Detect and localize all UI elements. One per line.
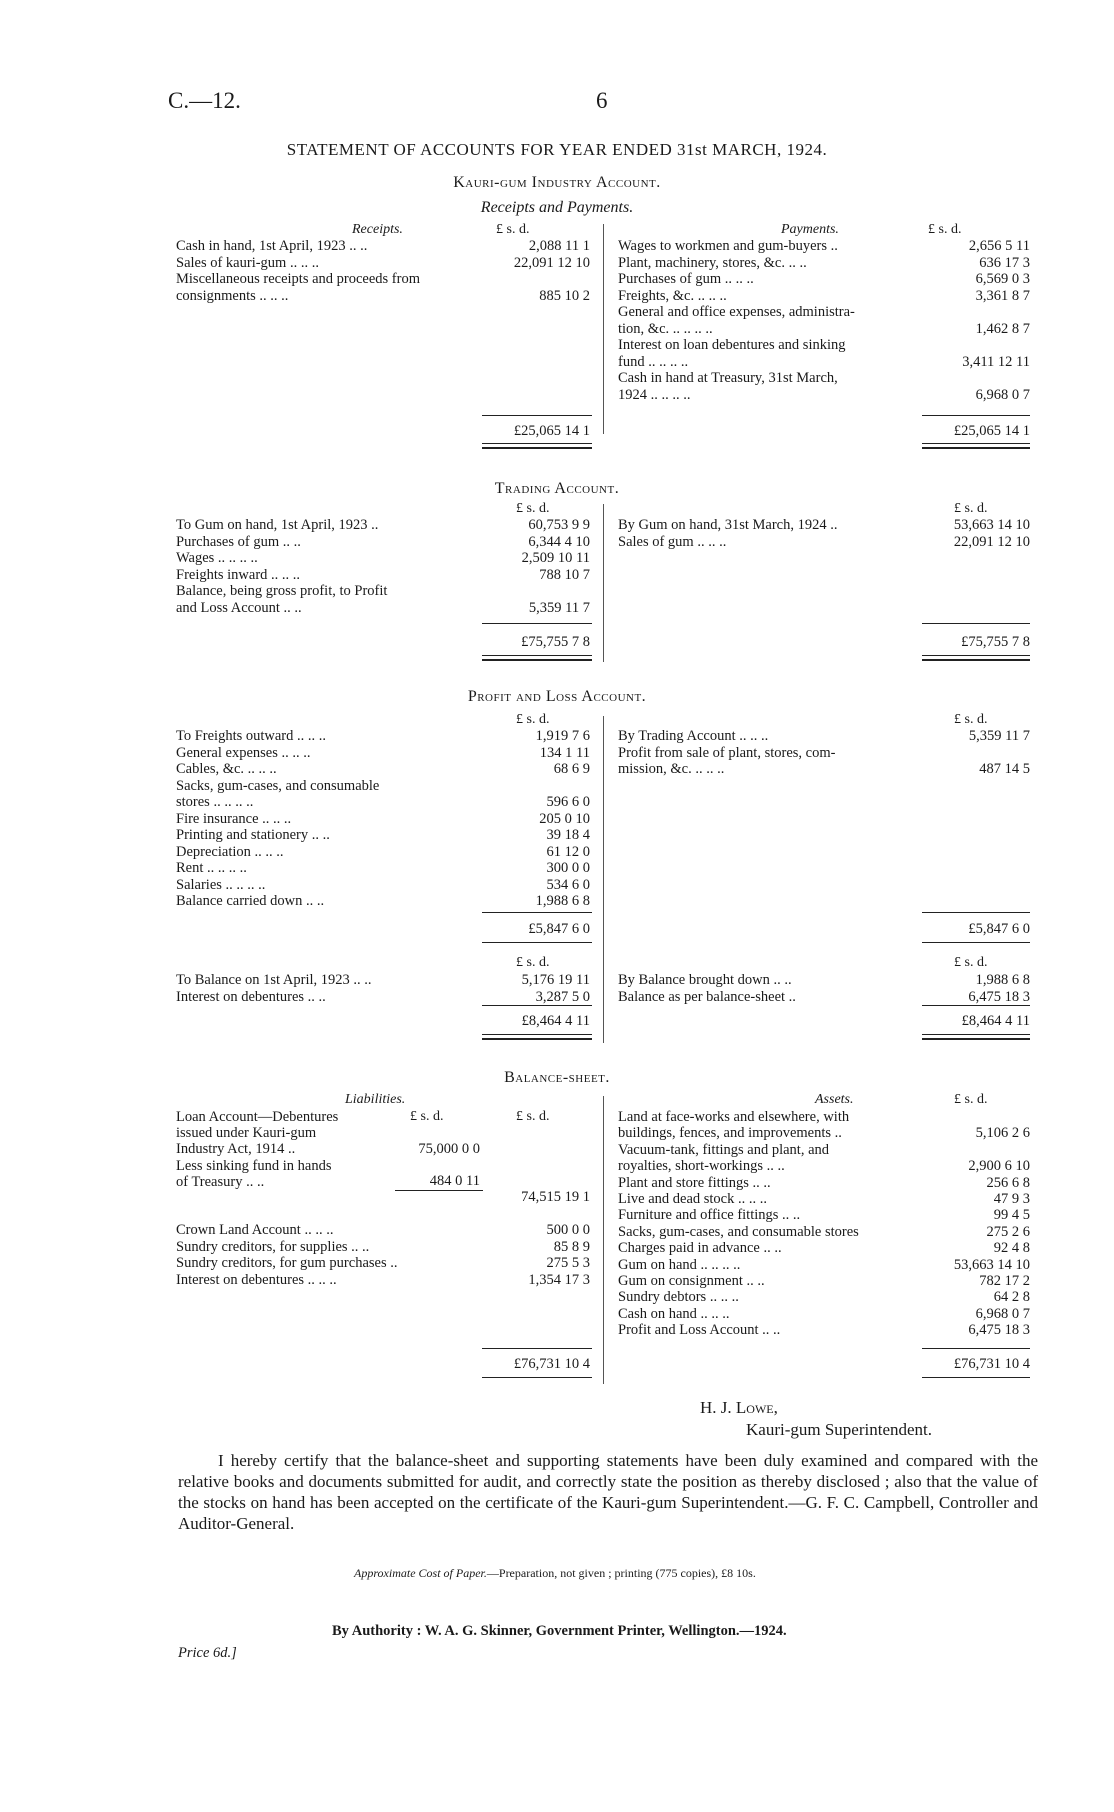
receipt-line-label: Miscellaneous receipts and proceeds from	[176, 271, 420, 287]
payment-line-amount: 2,656 5 11	[968, 238, 1030, 254]
pl-balance-credit-line-amount: 1,988 6 8	[975, 972, 1030, 988]
trading-credit-line-amount: 22,091 12 10	[953, 533, 1030, 550]
asset-line-label: Vacuum-tank, fittings and plant, and	[618, 1141, 830, 1158]
pl-balance-debit-line-label: Interest on debentures .. ..	[176, 988, 326, 1005]
asset-line-amount: 47 9 3	[993, 1191, 1030, 1207]
cost-label: Approximate Cost of Paper.	[354, 1566, 487, 1580]
bs-right-lsd: £ s. d.	[954, 1092, 988, 1107]
payment-line-label: tion, &c. .. .. .. ..	[618, 320, 713, 337]
payment-line-amount: 636 17 3	[979, 254, 1030, 271]
asset-line-amount: 92 4 8	[993, 1240, 1030, 1257]
pl-debit-line-label: Sacks, gum-cases, and consumable	[176, 777, 380, 794]
asset-line-label: Cash on hand .. .. ..	[618, 1305, 730, 1322]
pl-debit-line-label: To Freights outward .. .. ..	[176, 728, 327, 744]
pl-debit-line-amount: 39 18 4	[546, 827, 590, 843]
trading-divider	[603, 504, 604, 662]
kauri-total-left: £25,065 14 1	[513, 423, 590, 439]
receipt-line-label: Cash in hand, 1st April, 1923 .. ..	[176, 238, 368, 254]
trading-debit-line-label: To Gum on hand, 1st April, 1923 ..	[176, 517, 379, 533]
page-reference: C.—12.	[168, 88, 241, 113]
trading-credit-line-label: By Gum on hand, 31st March, 1924 ..	[618, 517, 838, 533]
payment-line-label: Cash in hand at Treasury, 31st March,	[618, 370, 838, 386]
payment-line-label: Interest on loan debentures and sinking	[618, 337, 846, 353]
asset-line-label: Live and dead stock .. .. ..	[618, 1191, 767, 1207]
asset-line-amount: 782 17 2	[979, 1273, 1030, 1289]
asset-line-label: Sacks, gum-cases, and consumable stores	[618, 1223, 859, 1240]
payment-line-label: fund .. .. .. ..	[618, 353, 689, 370]
asset-line-label: Sundry debtors .. .. ..	[618, 1289, 739, 1306]
kauri-heading: Kauri-gum Industry Account.	[453, 174, 661, 191]
kauri-total-right: £25,065 14 1	[953, 423, 1030, 439]
trading-total-left: £75,755 7 8	[521, 634, 590, 650]
pl-debit-line-amount: 300 0 0	[546, 860, 590, 876]
payment-line-label: Purchases of gum .. .. ..	[618, 271, 754, 287]
double-rule	[482, 443, 592, 449]
cost-text: —Preparation, not given ; printing (775 copies), £8 10s.	[486, 1566, 756, 1580]
cost-note	[354, 1566, 756, 1581]
loan-account-text: issued under Kauri-gum	[176, 1125, 317, 1142]
rule	[922, 912, 1030, 913]
trading-credit-line-label: Sales of gum .. .. ..	[618, 533, 727, 550]
pl-debit-line-amount: 134 1 11	[539, 744, 590, 761]
receipt-line-amount: 885 10 2	[539, 287, 590, 304]
bs-total-left: £76,731 10 4	[513, 1356, 590, 1372]
asset-line-amount: 6,475 18 3	[968, 1322, 1030, 1339]
rule	[482, 1005, 592, 1006]
pl-debit-line-label: Printing and stationery .. ..	[176, 827, 330, 843]
receipt-line-label: Sales of kauri-gum .. .. ..	[176, 254, 319, 271]
receipt-line-label: consignments .. .. ..	[176, 287, 289, 304]
pl-balance-credit-line-amount: 6,475 18 3	[968, 988, 1030, 1005]
asset-line-amount: 5,106 2 6	[975, 1125, 1030, 1142]
pl-total-right: £5,847 6 0	[968, 921, 1030, 937]
asset-line-label: Profit and Loss Account .. ..	[618, 1322, 781, 1339]
liability-line-label: Sundry creditors, for supplies .. ..	[176, 1238, 370, 1255]
loan-account-text: Less sinking fund in hands	[176, 1157, 332, 1174]
loan-inner-lsd: £ s. d.	[410, 1109, 444, 1124]
rule	[922, 1005, 1030, 1006]
asset-line-label: Gum on consignment .. ..	[618, 1273, 765, 1289]
pl-credit-line-amount: 5,359 11 7	[968, 728, 1030, 744]
pl-balance-credit-line-label: By Balance brought down .. ..	[618, 972, 792, 988]
kauri-divider	[603, 224, 604, 434]
trading-total-right: £75,755 7 8	[961, 634, 1030, 650]
rule	[482, 942, 592, 943]
rule	[482, 415, 592, 416]
pl-debit-line-label: Depreciation .. .. ..	[176, 843, 284, 860]
double-rule	[482, 1034, 592, 1040]
pl-total-left: £5,847 6 0	[528, 921, 590, 937]
signatory-name: H. J. Lowe,	[700, 1398, 778, 1417]
loan-account-text: Loan Account—Debentures	[176, 1109, 339, 1125]
pl-debit-line-amount: 534 6 0	[546, 876, 590, 893]
pl2-total-right: £8,464 4 11	[961, 1013, 1030, 1029]
page-number: 6	[596, 88, 608, 113]
loan-amount: 75,000 0 0	[418, 1141, 480, 1157]
pl-debit-line-label: Fire insurance .. .. ..	[176, 810, 292, 827]
price: Price 6d.]	[178, 1645, 237, 1661]
pl-heading: Profit and Loss Account.	[467, 688, 647, 705]
pl-debit-line-amount: 596 6 0	[546, 794, 590, 810]
bs-total-right: £76,731 10 4	[953, 1356, 1030, 1372]
loan-account-text: of Treasury .. ..	[176, 1173, 265, 1190]
pl2-left-lsd: £ s. d.	[516, 955, 550, 970]
trading-debit-line-amount: 5,359 11 7	[528, 599, 590, 616]
loan-account-text: Industry Act, 1914 ..	[176, 1141, 296, 1158]
receipt-line-amount: 22,091 12 10	[513, 254, 590, 271]
pl-credit-line-label: Profit from sale of plant, stores, com-	[618, 744, 836, 761]
pl-left-lsd: £ s. d.	[516, 712, 550, 727]
pl-divider	[603, 716, 604, 1043]
printer-authority: By Authority : W. A. G. Skinner, Government Printer, Wellington.—1924.	[332, 1623, 787, 1639]
rule	[922, 1377, 1030, 1378]
rule	[482, 1348, 592, 1349]
trading-debit-line-label: Balance, being gross profit, to Profit	[176, 583, 388, 599]
payment-line-label: Wages to workmen and gum-buyers ..	[618, 238, 838, 254]
pl-right-lsd: £ s. d.	[954, 712, 988, 727]
pl-balance-debit-line-label: To Balance on 1st April, 1923 .. ..	[176, 972, 372, 988]
liability-line-label: Interest on debentures .. .. ..	[176, 1271, 337, 1288]
pl-balance-credit-line-label: Balance as per balance-sheet ..	[618, 988, 796, 1005]
loan-net-amount: 74,515 19 1	[521, 1189, 590, 1205]
trading-debit-line-amount: 60,753 9 9	[528, 517, 590, 533]
pl-debit-line-amount: 1,919 7 6	[535, 728, 590, 744]
trading-debit-line-label: Freights inward .. .. ..	[176, 566, 301, 583]
asset-line-label: royalties, short-workings .. ..	[618, 1158, 785, 1175]
trading-credit-line-amount: 53,663 14 10	[953, 517, 1030, 533]
receipts-label: Receipts.	[352, 222, 403, 237]
liability-line-amount: 275 5 3	[546, 1255, 590, 1271]
pl-credit-line-label: mission, &c. .. .. ..	[618, 761, 725, 777]
pl-balance-debit-line-amount: 5,176 19 11	[521, 972, 590, 988]
pl-debit-line-amount: 61 12 0	[546, 843, 590, 860]
rule	[922, 415, 1030, 416]
bs-divider	[603, 1096, 604, 1384]
liability-line-label: Crown Land Account .. .. ..	[176, 1222, 334, 1238]
liability-line-amount: 85 8 9	[553, 1238, 590, 1255]
pl-debit-line-amount: 205 0 10	[539, 810, 590, 827]
pl-debit-line-label: Salaries .. .. .. ..	[176, 876, 266, 893]
asset-line-amount: 99 4 5	[993, 1207, 1030, 1224]
asset-line-amount: 6,968 0 7	[975, 1305, 1030, 1322]
asset-line-amount: 275 2 6	[986, 1223, 1030, 1240]
asset-line-label: Charges paid in advance .. ..	[618, 1240, 782, 1257]
kauri-left-lsd: £ s. d.	[496, 222, 530, 237]
payment-line-label: Plant, machinery, stores, &c. .. ..	[618, 254, 807, 271]
pl-debit-line-label: Cables, &c. .. .. ..	[176, 761, 277, 777]
asset-line-amount: 256 6 8	[986, 1174, 1030, 1191]
pl-debit-line-label: stores .. .. .. ..	[176, 794, 254, 810]
rule	[482, 912, 592, 913]
pl-balance-debit-line-amount: 3,287 5 0	[535, 988, 590, 1005]
trading-right-lsd: £ s. d.	[954, 501, 988, 516]
pl-debit-line-amount: 1,988 6 8	[535, 893, 590, 909]
rule	[922, 1348, 1030, 1349]
double-rule	[922, 1034, 1030, 1040]
double-rule	[922, 443, 1030, 449]
rule	[922, 623, 1030, 624]
payment-line-amount: 1,462 8 7	[975, 320, 1030, 337]
asset-line-label: Plant and store fittings .. ..	[618, 1174, 771, 1191]
payment-line-amount: 6,968 0 7	[975, 386, 1030, 403]
liability-line-amount: 500 0 0	[546, 1222, 590, 1238]
kauri-subheading: Receipts and Payments.	[480, 199, 634, 216]
asset-line-label: buildings, fences, and improvements ..	[618, 1125, 842, 1142]
payment-line-label: 1924 .. .. .. ..	[618, 386, 691, 403]
pl-debit-line-label: General expenses .. .. ..	[176, 744, 311, 761]
trading-debit-line-amount: 788 10 7	[539, 566, 590, 583]
asset-line-label: Land at face-works and elsewhere, with	[618, 1109, 850, 1125]
rule	[482, 623, 592, 624]
pl-debit-line-label: Balance carried down .. ..	[176, 893, 325, 909]
asset-line-label: Furniture and office fittings .. ..	[618, 1207, 801, 1224]
sinking-fund-amount: 484 0 11	[429, 1173, 480, 1189]
pl-debit-line-label: Rent .. .. .. ..	[176, 860, 247, 876]
trading-heading: Trading Account.	[494, 480, 620, 497]
rule	[482, 1377, 592, 1378]
pl2-total-left: £8,464 4 11	[521, 1013, 590, 1029]
trading-debit-line-amount: 6,344 4 10	[528, 533, 590, 550]
asset-line-label: Gum on hand .. .. .. ..	[618, 1256, 741, 1273]
trading-debit-line-label: Purchases of gum .. ..	[176, 533, 301, 550]
liabilities-label: Liabilities.	[345, 1092, 406, 1107]
pl-credit-line-label: By Trading Account .. .. ..	[618, 728, 769, 744]
rule	[922, 942, 1030, 943]
signatory-role: Kauri-gum Superintendent.	[746, 1420, 933, 1439]
double-rule	[482, 655, 592, 661]
payment-line-amount: 3,361 8 7	[975, 287, 1030, 304]
asset-line-amount: 64 2 8	[993, 1289, 1030, 1306]
asset-line-amount: 53,663 14 10	[953, 1256, 1030, 1273]
kauri-right-lsd: £ s. d.	[928, 222, 962, 237]
bs-heading: Balance-sheet.	[504, 1069, 610, 1086]
trading-debit-line-label: and Loss Account .. ..	[176, 599, 302, 616]
receipt-line-amount: 2,088 11 1	[528, 238, 590, 254]
liability-line-amount: 1,354 17 3	[528, 1271, 590, 1288]
liability-line-label: Sundry creditors, for gum purchases ..	[176, 1255, 398, 1271]
assets-label: Assets.	[815, 1092, 854, 1107]
pl-debit-line-amount: 68 6 9	[553, 761, 590, 777]
payments-label: Payments.	[781, 222, 839, 237]
trading-debit-line-label: Wages .. .. .. ..	[176, 550, 258, 566]
payment-line-label: General and office expenses, administra-	[618, 304, 855, 320]
document-title: STATEMENT OF ACCOUNTS FOR YEAR ENDED 31st MARCH, 1924.	[286, 140, 828, 159]
payment-line-amount: 6,569 0 3	[975, 271, 1030, 287]
payment-line-label: Freights, &c. .. .. ..	[618, 287, 727, 304]
payment-line-amount: 3,411 12 11	[962, 353, 1030, 370]
pl-credit-line-amount: 487 14 5	[979, 761, 1030, 777]
trading-debit-line-amount: 2,509 10 11	[521, 550, 590, 566]
audit-certificate: I hereby certify that the balance-sheet and supporting statements have been duly examined and compared with the relative books and documents submitted for audit, and correctly state the position as thereby disclosed ; also that the value of the stocks on hand has been accepted on the certificate of the Kauri-gum Superintendent.—G. F. C. Campbell, Controller and Auditor-General.	[178, 1451, 1038, 1533]
trading-left-lsd: £ s. d.	[516, 501, 550, 516]
double-rule	[922, 655, 1030, 661]
pl2-right-lsd: £ s. d.	[954, 955, 988, 970]
asset-line-amount: 2,900 6 10	[968, 1158, 1030, 1175]
bs-left-lsd: £ s. d.	[516, 1109, 550, 1124]
